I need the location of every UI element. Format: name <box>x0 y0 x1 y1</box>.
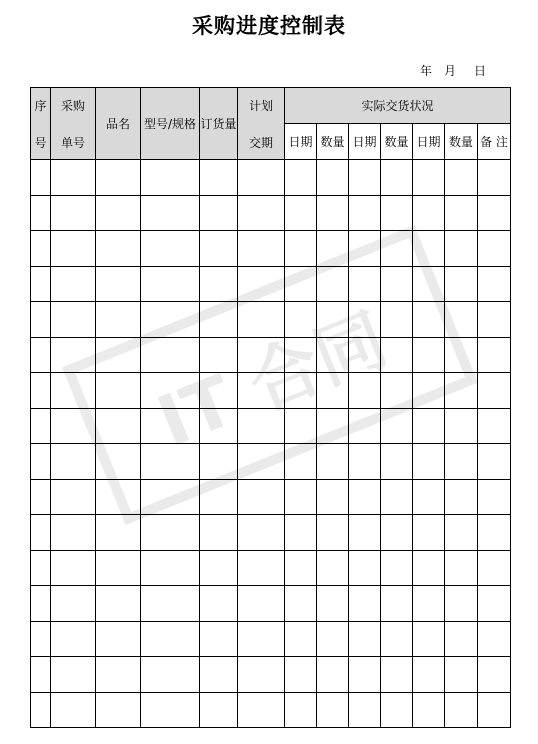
header-sub-date-2: 日期 <box>349 124 381 160</box>
header-actual-delivery: 实际交货状况 <box>285 88 511 124</box>
table-cell[interactable] <box>285 515 317 551</box>
table-cell[interactable] <box>445 692 478 728</box>
table-cell[interactable] <box>445 373 478 409</box>
table-cell[interactable] <box>285 373 317 409</box>
table-cell[interactable] <box>238 302 285 338</box>
table-cell[interactable] <box>51 160 96 196</box>
table-row <box>31 515 511 551</box>
table-cell[interactable] <box>445 302 478 338</box>
table-cell[interactable] <box>478 408 511 444</box>
table-cell[interactable] <box>141 444 200 480</box>
month-label: 月 <box>444 64 457 78</box>
year-label: 年 <box>420 64 433 78</box>
table-cell[interactable] <box>349 302 381 338</box>
header-sub-remarks: 备 注 <box>478 124 511 160</box>
table-cell[interactable] <box>96 479 141 515</box>
table-cell[interactable] <box>51 657 96 693</box>
table-cell[interactable] <box>285 479 317 515</box>
date-line <box>420 62 486 79</box>
table-cell[interactable] <box>238 586 285 622</box>
table-cell[interactable] <box>413 621 445 657</box>
table-cell[interactable] <box>200 657 238 693</box>
table-cell[interactable] <box>238 621 285 657</box>
table-cell[interactable] <box>445 231 478 267</box>
table-cell[interactable] <box>445 479 478 515</box>
header-model-spec: 型号/规格 <box>141 88 200 160</box>
table-cell[interactable] <box>349 621 381 657</box>
table-cell[interactable] <box>381 479 413 515</box>
table-cell[interactable] <box>200 373 238 409</box>
table-cell[interactable] <box>200 408 238 444</box>
table-cell[interactable] <box>381 586 413 622</box>
table-cell[interactable] <box>96 302 141 338</box>
table-cell[interactable] <box>96 515 141 551</box>
table-row <box>31 479 511 515</box>
table-cell[interactable] <box>317 160 349 196</box>
table-cell[interactable] <box>317 621 349 657</box>
header-item-name: 品名 <box>96 88 141 160</box>
table-cell[interactable] <box>141 160 200 196</box>
table-cell[interactable] <box>200 550 238 586</box>
table-cell[interactable] <box>285 657 317 693</box>
table-cell[interactable] <box>141 231 200 267</box>
header-order-no-line1: 采购 <box>60 98 85 113</box>
table-cell[interactable] <box>349 195 381 231</box>
table-cell[interactable] <box>285 550 317 586</box>
table-cell[interactable] <box>349 444 381 480</box>
table-cell[interactable] <box>141 515 200 551</box>
table-cell[interactable] <box>51 586 96 622</box>
table-cell[interactable] <box>349 337 381 373</box>
table-row <box>31 444 511 480</box>
table-cell[interactable] <box>349 408 381 444</box>
table-cell[interactable] <box>141 621 200 657</box>
table-cell[interactable] <box>317 586 349 622</box>
table-cell[interactable] <box>141 266 200 302</box>
table-cell[interactable] <box>413 302 445 338</box>
table-cell[interactable] <box>31 302 51 338</box>
table-cell[interactable] <box>238 657 285 693</box>
table-cell[interactable] <box>238 160 285 196</box>
header-seq-line1: 序 <box>34 98 47 113</box>
table-row <box>31 408 511 444</box>
table-cell[interactable] <box>317 231 349 267</box>
day-label: 日 <box>474 64 487 78</box>
table-cell[interactable] <box>445 586 478 622</box>
table-cell[interactable] <box>317 266 349 302</box>
table-cell[interactable] <box>31 408 51 444</box>
table-cell[interactable] <box>285 337 317 373</box>
table-cell[interactable] <box>31 373 51 409</box>
table-cell[interactable] <box>31 657 51 693</box>
page-title: 采购进度控制表 <box>192 13 346 38</box>
table-cell[interactable] <box>413 266 445 302</box>
table-cell[interactable] <box>238 195 285 231</box>
table-cell[interactable] <box>317 373 349 409</box>
table-cell[interactable] <box>31 266 51 302</box>
table-cell[interactable] <box>381 550 413 586</box>
table-cell[interactable] <box>200 160 238 196</box>
table-cell[interactable] <box>413 373 445 409</box>
table-cell[interactable] <box>317 692 349 728</box>
table-cell[interactable] <box>381 621 413 657</box>
table-cell[interactable] <box>317 408 349 444</box>
table-cell[interactable] <box>478 586 511 622</box>
table-cell[interactable] <box>317 302 349 338</box>
table-cell[interactable] <box>96 444 141 480</box>
table-cell[interactable] <box>349 550 381 586</box>
table-cell[interactable] <box>200 266 238 302</box>
table-cell[interactable] <box>141 302 200 338</box>
table-cell[interactable] <box>31 550 51 586</box>
table-cell[interactable] <box>51 479 96 515</box>
table-cell[interactable] <box>381 515 413 551</box>
table-cell[interactable] <box>413 337 445 373</box>
table-cell[interactable] <box>381 692 413 728</box>
table-cell[interactable] <box>478 302 511 338</box>
table-cell[interactable] <box>445 444 478 480</box>
header-seq <box>31 88 51 160</box>
table-cell[interactable] <box>141 586 200 622</box>
table-row <box>31 266 511 302</box>
table-cell[interactable] <box>317 515 349 551</box>
table-cell[interactable] <box>478 231 511 267</box>
header-seq-line2: 号 <box>34 135 47 150</box>
table-cell[interactable] <box>413 231 445 267</box>
table-cell[interactable] <box>200 195 238 231</box>
table-cell[interactable] <box>51 231 96 267</box>
table-cell[interactable] <box>317 195 349 231</box>
table-cell[interactable] <box>141 195 200 231</box>
table-cell[interactable] <box>51 692 96 728</box>
table-row <box>31 621 511 657</box>
table-cell[interactable] <box>349 586 381 622</box>
table-cell[interactable] <box>413 195 445 231</box>
table-cell[interactable] <box>200 479 238 515</box>
table-cell[interactable] <box>285 160 317 196</box>
header-planned-delivery <box>238 88 285 160</box>
table-row <box>31 160 511 196</box>
watermark-logo: IT 合同 <box>62 225 478 525</box>
table-cell[interactable] <box>238 515 285 551</box>
table-cell[interactable] <box>31 160 51 196</box>
header-sub-qty-2: 数量 <box>381 124 413 160</box>
table-cell[interactable] <box>445 515 478 551</box>
table-cell[interactable] <box>141 657 200 693</box>
header-sub-date-3: 日期 <box>413 124 445 160</box>
table-cell[interactable] <box>238 444 285 480</box>
table-cell[interactable] <box>445 657 478 693</box>
table-cell[interactable] <box>200 586 238 622</box>
table-cell[interactable] <box>31 515 51 551</box>
table-cell[interactable] <box>445 408 478 444</box>
table-cell[interactable] <box>285 692 317 728</box>
table-row <box>31 302 511 338</box>
table-cell[interactable] <box>445 550 478 586</box>
table-cell[interactable] <box>445 195 478 231</box>
table-cell[interactable] <box>96 621 141 657</box>
table-cell[interactable] <box>349 515 381 551</box>
table-cell[interactable] <box>478 266 511 302</box>
table-cell[interactable] <box>200 515 238 551</box>
table-cell[interactable] <box>96 195 141 231</box>
table-cell[interactable] <box>445 160 478 196</box>
table-cell[interactable] <box>285 266 317 302</box>
table-cell[interactable] <box>413 515 445 551</box>
table-cell[interactable] <box>141 479 200 515</box>
table-cell[interactable] <box>96 586 141 622</box>
table-cell[interactable] <box>478 479 511 515</box>
table-cell[interactable] <box>51 550 96 586</box>
table-cell[interactable] <box>31 621 51 657</box>
table-cell[interactable] <box>200 337 238 373</box>
table-cell[interactable] <box>413 444 445 480</box>
table-cell[interactable] <box>413 550 445 586</box>
table-row <box>31 195 511 231</box>
table-cell[interactable] <box>478 657 511 693</box>
table-cell[interactable] <box>285 195 317 231</box>
table-cell[interactable] <box>141 692 200 728</box>
table-cell[interactable] <box>31 444 51 480</box>
table-cell[interactable] <box>51 195 96 231</box>
table-cell[interactable] <box>445 621 478 657</box>
table-row <box>31 657 511 693</box>
table-cell[interactable] <box>96 692 141 728</box>
header-sub-qty-1: 数量 <box>317 124 349 160</box>
table-cell[interactable] <box>51 444 96 480</box>
table-cell[interactable] <box>285 621 317 657</box>
table-cell[interactable] <box>31 195 51 231</box>
table-cell[interactable] <box>285 302 317 338</box>
table-cell[interactable] <box>381 195 413 231</box>
header-planned-line2: 交期 <box>248 135 273 150</box>
table-cell[interactable] <box>349 231 381 267</box>
table-cell[interactable] <box>200 444 238 480</box>
table-cell[interactable] <box>200 231 238 267</box>
table-cell[interactable] <box>381 231 413 267</box>
table-cell[interactable] <box>96 160 141 196</box>
table-cell[interactable] <box>349 479 381 515</box>
table-row <box>31 231 511 267</box>
table-cell[interactable] <box>445 337 478 373</box>
table-cell[interactable] <box>51 373 96 409</box>
table-cell[interactable] <box>238 408 285 444</box>
table-cell[interactable] <box>141 373 200 409</box>
table-cell[interactable] <box>381 337 413 373</box>
table-cell[interactable] <box>285 444 317 480</box>
table-cell[interactable] <box>381 373 413 409</box>
table-cell[interactable] <box>96 231 141 267</box>
header-sub-date-1: 日期 <box>285 124 317 160</box>
table-cell[interactable] <box>31 586 51 622</box>
header-sub-qty-3: 数量 <box>445 124 478 160</box>
table-cell[interactable] <box>478 160 511 196</box>
table-cell[interactable] <box>478 444 511 480</box>
table-cell[interactable] <box>413 657 445 693</box>
table-cell[interactable] <box>31 231 51 267</box>
table-cell[interactable] <box>285 408 317 444</box>
table-cell[interactable] <box>238 373 285 409</box>
table-cell[interactable] <box>413 479 445 515</box>
table-cell[interactable] <box>349 373 381 409</box>
table-row <box>31 373 511 409</box>
table-cell[interactable] <box>445 266 478 302</box>
table-cell[interactable] <box>413 692 445 728</box>
table-cell[interactable] <box>317 337 349 373</box>
table-cell[interactable] <box>238 266 285 302</box>
table-cell[interactable] <box>51 515 96 551</box>
table-cell[interactable] <box>317 479 349 515</box>
table-cell[interactable] <box>349 266 381 302</box>
table-cell[interactable] <box>51 266 96 302</box>
table-cell[interactable] <box>349 692 381 728</box>
table-cell[interactable] <box>200 302 238 338</box>
table-cell[interactable] <box>200 692 238 728</box>
table-cell[interactable] <box>317 657 349 693</box>
header-order-no <box>51 88 96 160</box>
table-cell[interactable] <box>238 692 285 728</box>
table-cell[interactable] <box>349 657 381 693</box>
table-cell[interactable] <box>96 266 141 302</box>
table-cell[interactable] <box>381 160 413 196</box>
table-cell[interactable] <box>96 550 141 586</box>
table-cell[interactable] <box>51 337 96 373</box>
table-cell[interactable] <box>238 337 285 373</box>
table-cell[interactable] <box>285 586 317 622</box>
table-cell[interactable] <box>381 657 413 693</box>
table-cell[interactable] <box>238 550 285 586</box>
table-cell[interactable] <box>141 337 200 373</box>
table-cell[interactable] <box>96 337 141 373</box>
table-cell[interactable] <box>141 408 200 444</box>
table-cell[interactable] <box>349 160 381 196</box>
table-cell[interactable] <box>381 302 413 338</box>
header-order-qty: 订货量 <box>200 88 238 160</box>
table-cell[interactable] <box>478 621 511 657</box>
table-cell[interactable] <box>238 231 285 267</box>
table-cell[interactable] <box>478 195 511 231</box>
table-cell[interactable] <box>238 479 285 515</box>
table-cell[interactable] <box>413 160 445 196</box>
table-cell[interactable] <box>413 586 445 622</box>
table-cell[interactable] <box>478 373 511 409</box>
table-cell[interactable] <box>317 550 349 586</box>
table-cell[interactable] <box>51 302 96 338</box>
table-cell[interactable] <box>285 231 317 267</box>
table-cell[interactable] <box>381 444 413 480</box>
purchase-progress-table <box>30 87 511 728</box>
table-cell[interactable] <box>381 408 413 444</box>
table-row <box>31 586 511 622</box>
table-cell[interactable] <box>51 408 96 444</box>
table-row <box>31 550 511 586</box>
header-order-no-line2: 单号 <box>60 135 85 150</box>
table-cell[interactable] <box>478 550 511 586</box>
table-row <box>31 692 511 728</box>
table-cell[interactable] <box>141 550 200 586</box>
table-cell[interactable] <box>31 692 51 728</box>
table-cell[interactable] <box>317 444 349 480</box>
table-cell[interactable] <box>478 692 511 728</box>
table-cell[interactable] <box>413 408 445 444</box>
table-cell[interactable] <box>478 337 511 373</box>
header-planned-line1: 计划 <box>248 98 273 113</box>
table-cell[interactable] <box>381 266 413 302</box>
table-cell[interactable] <box>96 373 141 409</box>
table-cell[interactable] <box>51 621 96 657</box>
table-cell[interactable] <box>31 479 51 515</box>
table-cell[interactable] <box>96 408 141 444</box>
table-cell[interactable] <box>200 621 238 657</box>
table-cell[interactable] <box>31 337 51 373</box>
table-cell[interactable] <box>96 657 141 693</box>
table-cell[interactable] <box>478 515 511 551</box>
table-row <box>31 337 511 373</box>
